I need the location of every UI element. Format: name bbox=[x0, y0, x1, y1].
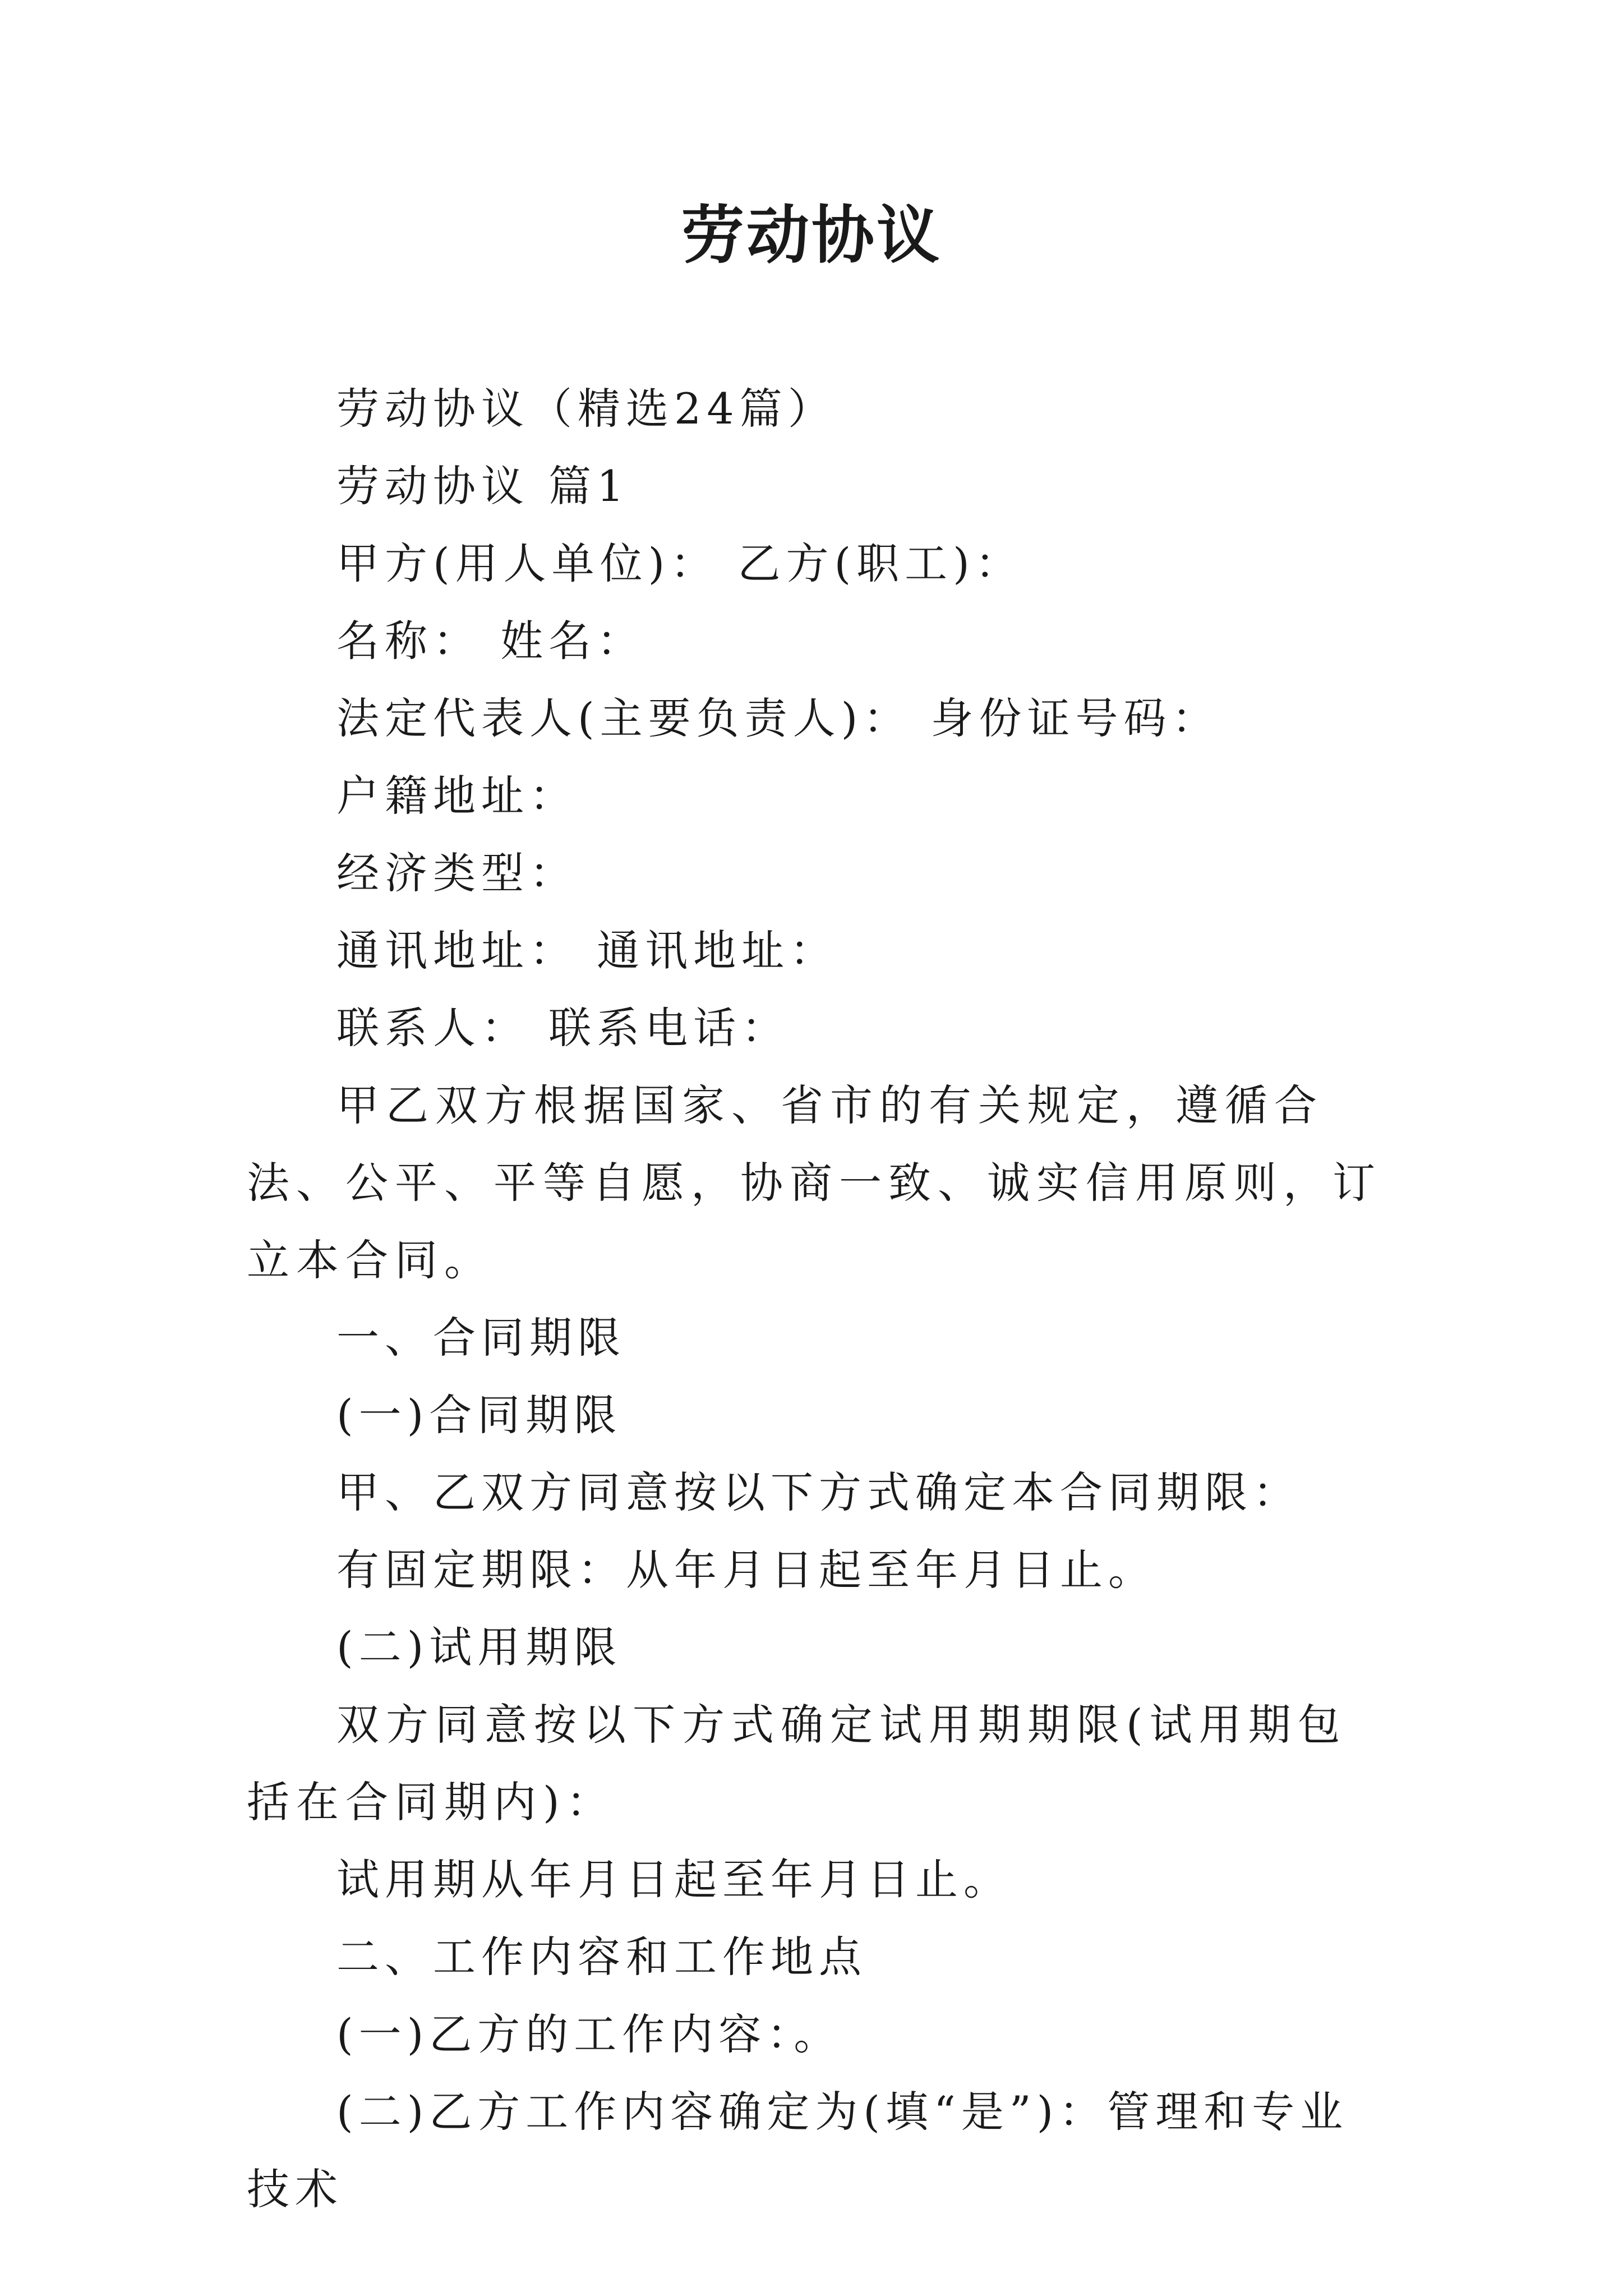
paragraph-probation-agreement: 双方同意按以下方式确定试用期期限(试用期包括在合同期内)： bbox=[247, 1700, 1347, 1827]
paragraph-parties: 甲方(用人单位)： 乙方(职工)： bbox=[336, 539, 1023, 588]
paragraph-fixed-term: 有固定期限：从年月日起至年月日止。 bbox=[336, 1545, 1156, 1595]
paragraph-subheading-term: (一)合同期限 bbox=[336, 1390, 623, 1440]
paragraph-subheading-probation: (二)试用期限 bbox=[336, 1622, 623, 1672]
paragraph-economic-type: 经济类型： bbox=[336, 848, 578, 898]
paragraph-heading-work: 二、工作内容和工作地点 bbox=[336, 1932, 867, 1982]
paragraph-work-content: (一)乙方的工作内容：。 bbox=[336, 2009, 842, 2059]
paragraph-section-heading: 劳动协议 篇1 bbox=[336, 461, 630, 511]
document-body bbox=[247, 370, 1385, 2228]
document-title: 劳动协议 bbox=[681, 199, 942, 272]
paragraph-probation-dates: 试用期从年月日起至年月日止。 bbox=[336, 1855, 1012, 1904]
paragraph-term-agreement: 甲、乙双方同意按以下方式确定本合同期限： bbox=[336, 1467, 1301, 1517]
paragraph-legal-rep: 法定代表人(主要负责人)： 身份证号码： bbox=[336, 693, 1220, 743]
paragraph-heading-term: 一、合同期限 bbox=[336, 1313, 626, 1363]
paragraph-preamble: 甲乙双方根据国家、省市的有关规定，遵循合法、公平、平等自愿，协商一致、诚实信用原则，订立本合同。 bbox=[247, 1080, 1382, 1285]
paragraph-name: 名称： 姓名： bbox=[336, 616, 645, 666]
paragraph-household-address: 户籍地址： bbox=[336, 771, 578, 821]
paragraph-contact: 联系人： 联系电话： bbox=[336, 1003, 790, 1053]
paragraph-subtitle: 劳动协议（精选24篇） bbox=[336, 384, 836, 434]
paragraph-mailing-address: 通讯地址： 通讯地址： bbox=[336, 926, 838, 976]
paragraph-work-type: (二)乙方工作内容确定为(填“是”)：管理和专业技术 bbox=[247, 2087, 1349, 2214]
